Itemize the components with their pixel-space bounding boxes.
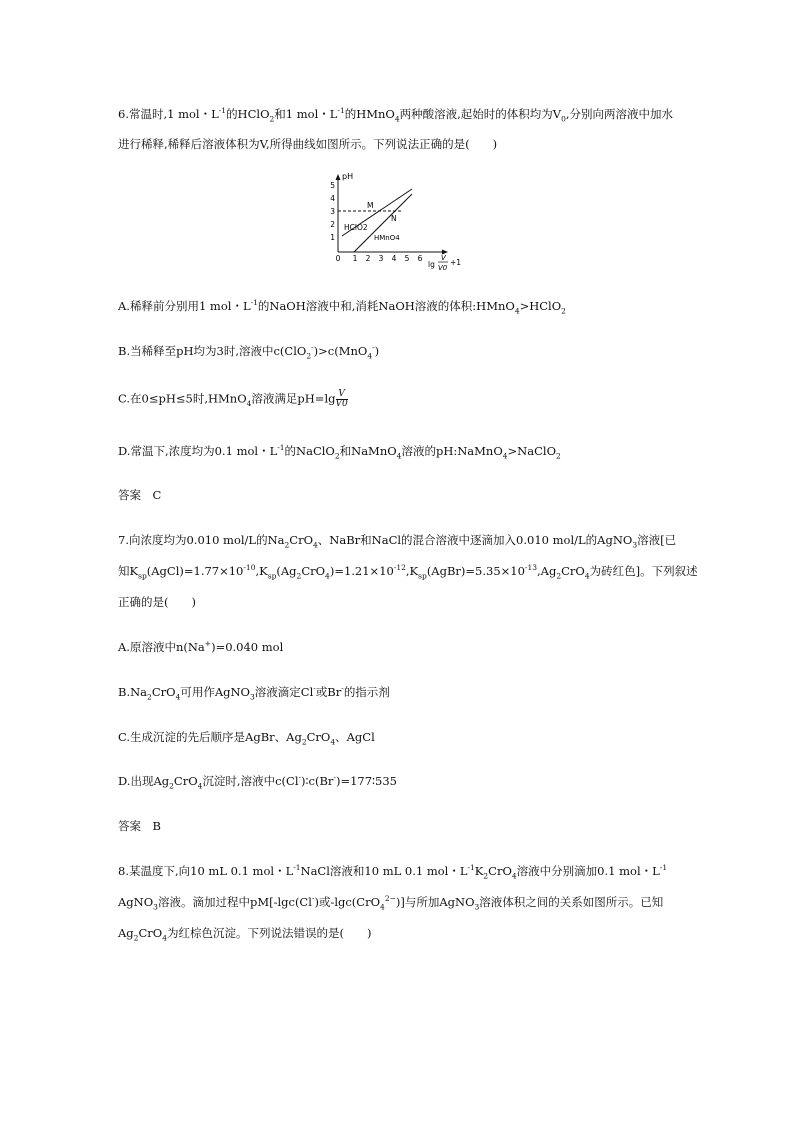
text: 的指示剂	[343, 685, 390, 699]
text: (Ag	[276, 564, 297, 578]
text: 溶液体积之间的关系如图所示。已知	[479, 895, 664, 909]
text: )或-lgc(CrO	[314, 895, 381, 909]
sub: 4	[511, 871, 517, 881]
text: )∶c(Br	[301, 774, 334, 788]
text: ,K	[255, 564, 268, 578]
text: 溶液[已	[637, 533, 677, 547]
ph-dilution-graph	[320, 170, 470, 280]
text: )>c(MnO	[313, 344, 368, 358]
sub: 3	[474, 902, 480, 912]
sub: 2	[561, 306, 566, 316]
sub: sp	[138, 571, 147, 581]
text: 、NaBr和NaCl的混合溶液中逐滴加入0.010 mol/L的AgNO	[317, 533, 633, 547]
sup: -	[341, 684, 344, 694]
sup: -	[298, 773, 302, 783]
sup: -	[333, 773, 336, 783]
x-axis-frac-num: V	[441, 254, 446, 262]
text: 的NaOH溶液中和,消耗NaOH溶液的体积:HMnO	[257, 299, 515, 313]
sup: -1	[293, 863, 301, 873]
text: A.原溶液中n(Na	[118, 640, 205, 654]
text: 知K	[118, 564, 139, 578]
x-axis-label-lg: lg	[428, 260, 435, 269]
x-tick: 5	[404, 254, 410, 263]
sup: -1	[250, 298, 258, 308]
text: >NaClO	[507, 444, 556, 458]
text: 8.某温度下,向10 mL 0.1 mol・L	[118, 864, 294, 878]
y-tick: 3	[330, 207, 335, 216]
text: 沉淀时,溶液中c(Cl	[202, 774, 299, 788]
q7-option-b	[118, 684, 390, 700]
q6-option-b	[118, 343, 379, 359]
sup: -10	[243, 563, 256, 573]
q6-stem-line1	[118, 106, 673, 122]
sub: sp	[418, 571, 427, 581]
text: )=1.21×10	[329, 564, 394, 578]
text: ,Ag	[537, 564, 557, 578]
fraction	[336, 390, 348, 409]
text: CrO	[488, 864, 512, 878]
text: D.出现Ag	[118, 774, 170, 788]
text: )=0.040 mol	[211, 640, 284, 654]
x-tick: 4	[391, 254, 397, 263]
sub: 3	[250, 692, 255, 702]
q7-option-d	[118, 773, 397, 789]
sup: -	[311, 894, 315, 904]
label-n: N	[391, 214, 397, 223]
q6-answer: 答案 C	[118, 488, 162, 502]
label-hmno4: HMnO4	[374, 234, 400, 242]
x-ticks	[336, 254, 423, 263]
q8-stem-line1	[118, 863, 667, 879]
q7-stem-line2	[118, 563, 698, 579]
sub: 4	[325, 571, 330, 581]
q7-stem-line3: 正确的是( )	[118, 595, 196, 609]
sub: 4	[396, 451, 402, 461]
sub: 4	[502, 451, 508, 461]
text: 7.向浓度均为0.010 mol/L的Na	[118, 533, 285, 547]
text: CrO	[561, 564, 585, 578]
q8-stem-line2	[118, 894, 663, 910]
q6-stem-line2: 进行稀释,稀释后溶液体积为V,所得曲线如图所示。下列说法正确的是( )	[118, 137, 498, 151]
q7-option-a	[118, 639, 283, 655]
x-tick: 6	[417, 254, 423, 263]
label-hclo2: HClO2	[344, 223, 368, 232]
sup: -1	[337, 106, 345, 116]
frac-num: V	[336, 390, 348, 400]
x-tick: 1	[352, 254, 358, 263]
y-axis-arrow	[336, 174, 341, 180]
sup: -1	[277, 443, 285, 453]
sub: 2	[306, 351, 312, 361]
text: 和1 mol・L	[274, 107, 338, 121]
text: )=177∶535	[335, 774, 397, 788]
text: )	[374, 344, 380, 358]
sup: -1	[218, 106, 227, 116]
x-tick: 0	[335, 254, 341, 263]
sup: -13	[524, 563, 537, 573]
q6-option-c	[118, 390, 348, 409]
sub: 4	[313, 540, 318, 550]
text: 6.常温时,1 mol・L	[118, 107, 219, 121]
sub: 2	[483, 871, 489, 881]
sub: 3	[632, 540, 638, 550]
sub: 2	[556, 571, 562, 581]
sub: 0	[561, 114, 566, 124]
sub: 4	[246, 398, 252, 408]
text: K	[474, 864, 484, 878]
sub: 4	[367, 351, 373, 361]
x-axis-frac-den: V0	[438, 264, 448, 272]
y-tick: 2	[330, 220, 335, 229]
sup: -	[311, 343, 314, 353]
y-tick: 1	[330, 233, 335, 242]
x-axis-suffix: +1	[450, 258, 462, 267]
text: CrO	[138, 926, 163, 940]
sub: 4	[162, 933, 167, 943]
text: CrO	[173, 774, 198, 788]
text: 两种酸溶液,起始时的体积均为V	[399, 107, 562, 121]
text: C.在0≤pH≤5时,HMnO	[118, 391, 247, 406]
text: 或Br	[315, 685, 342, 699]
text: B.Na	[118, 685, 148, 699]
q8-stem-line3	[118, 925, 371, 941]
sub: 4	[584, 571, 590, 581]
text: )]与所加AgNO	[395, 895, 475, 909]
text: 溶液中分别滴加0.1 mol・L	[516, 864, 660, 878]
text: CrO	[289, 533, 314, 547]
text: 为红棕色沉淀。下列说法错误的是( )	[166, 926, 372, 940]
sub: 4	[380, 902, 385, 912]
text: CrO	[151, 685, 176, 699]
text: 溶液的pH:NaMnO	[401, 444, 503, 458]
sub: 2	[556, 451, 561, 461]
text: 的NaClO	[284, 444, 335, 458]
text: B.当稀释至pH均为3时,溶液中c(ClO	[118, 344, 307, 358]
sub: 2	[296, 571, 302, 581]
sup: -12	[393, 563, 406, 573]
text: D.常温下,浓度均为0.1 mol・L	[118, 444, 278, 458]
q7-stem-line1	[118, 532, 676, 548]
y-ticks	[330, 181, 335, 242]
text: ,分别向两溶液中加水	[565, 107, 674, 121]
sub: 3	[153, 902, 158, 912]
text: 溶液。滴加过程中pM[-lgc(Cl	[157, 895, 312, 909]
y-axis-label: pH	[342, 172, 354, 181]
sup: -	[372, 343, 375, 353]
text: C.生成沉淀的先后顺序是AgBr、Ag	[118, 730, 302, 744]
frac-den: V0	[335, 399, 348, 409]
text: 的HMnO	[344, 107, 395, 121]
sub: 4	[197, 781, 203, 791]
text: A.稀释前分别用1 mol・L	[118, 299, 251, 313]
text: 溶液满足pH=lg	[251, 391, 336, 406]
text: CrO	[301, 564, 326, 578]
sub: 2	[334, 451, 340, 461]
sup: -1	[659, 863, 668, 873]
text: (AgCl)=1.77×10	[146, 564, 244, 578]
y-tick: 4	[330, 194, 335, 203]
q6-option-a	[118, 298, 566, 314]
text: 的HClO	[226, 107, 270, 121]
sup: -1	[467, 863, 475, 873]
text: NaCl溶液和10 mL 0.1 mol・L	[300, 864, 468, 878]
sub: 2	[147, 692, 152, 702]
sup: -	[313, 684, 316, 694]
text: (AgBr)=5.35×10	[426, 564, 525, 578]
sub: 4	[330, 737, 336, 747]
q7-answer: 答案 B	[118, 819, 161, 833]
sub: 4	[394, 114, 400, 124]
text: 、AgCl	[335, 730, 375, 744]
sub: sp	[267, 571, 277, 581]
text: 溶液滴定Cl	[254, 685, 314, 699]
q6-option-d	[118, 443, 561, 459]
sub: 2	[301, 737, 307, 747]
sub: 2	[133, 933, 139, 943]
sub: 4	[514, 306, 520, 316]
sub: 4	[175, 692, 181, 702]
sub: 2	[169, 781, 174, 791]
text: Ag	[118, 926, 134, 940]
text: 和NaMnO	[339, 444, 397, 458]
sub: 2	[269, 114, 275, 124]
q7-option-c	[118, 729, 375, 745]
text: 为砖红色]。下列叙述	[589, 564, 698, 578]
text: >HClO	[519, 299, 562, 313]
text: 可用作AgNO	[180, 685, 250, 699]
sup: +	[204, 639, 212, 649]
x-tick: 3	[378, 254, 384, 263]
sup: 2−	[384, 894, 396, 904]
text: AgNO	[118, 895, 154, 909]
x-tick: 2	[365, 254, 371, 263]
text: ,K	[405, 564, 419, 578]
label-m: M	[367, 201, 374, 210]
y-tick: 5	[330, 181, 335, 190]
sub: 2	[284, 540, 290, 550]
text: CrO	[306, 730, 331, 744]
